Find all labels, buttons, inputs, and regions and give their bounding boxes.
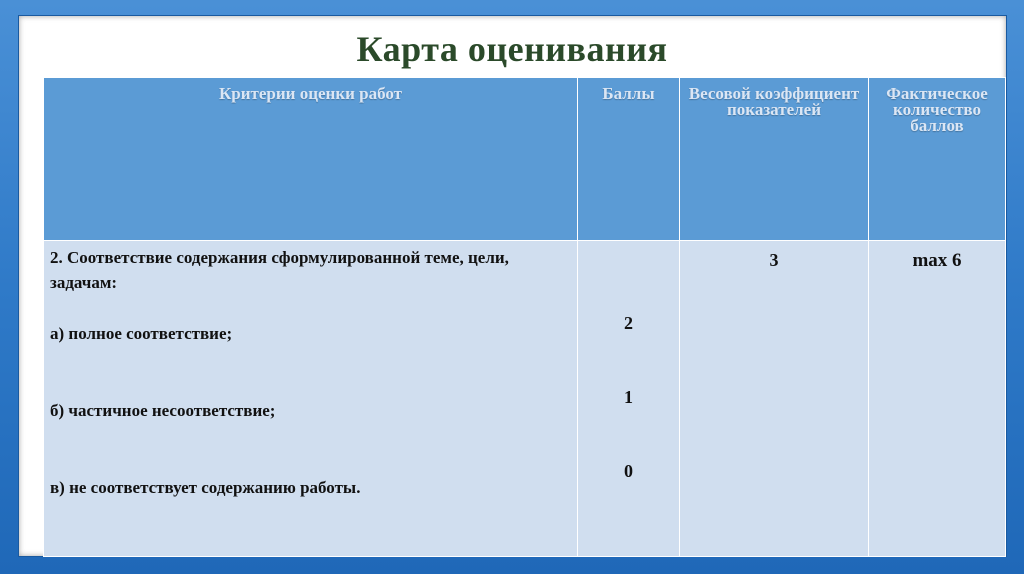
points-c: 0: [624, 461, 633, 481]
option-c: в) не соответствует содержанию работы.: [50, 478, 361, 497]
points-cell: [578, 241, 680, 557]
criterion-cell: [44, 241, 578, 557]
table-header-row: [44, 78, 1006, 241]
option-a: а) полное соответствие;: [50, 324, 233, 343]
header-actual: Фактическое количество баллов: [869, 78, 1006, 241]
option-b: б) частичное несоответствие;: [50, 401, 276, 420]
criterion-text: 2. Соответствие содержания сформулированной теме, цели, задачам:: [50, 248, 509, 292]
max-points-cell: max 6: [869, 241, 1006, 557]
header-criteria: Критерии оценки работ: [44, 78, 578, 241]
table-row: [44, 241, 1006, 557]
header-weight: Весовой коэффициент показателей: [680, 78, 869, 241]
points-a: 2: [624, 313, 633, 333]
points-b: 1: [624, 387, 633, 407]
weight-cell: 3: [680, 241, 869, 557]
slide-title: Карта оценивания: [356, 29, 668, 69]
header-points: Баллы: [578, 78, 680, 241]
evaluation-table: [43, 77, 1006, 557]
